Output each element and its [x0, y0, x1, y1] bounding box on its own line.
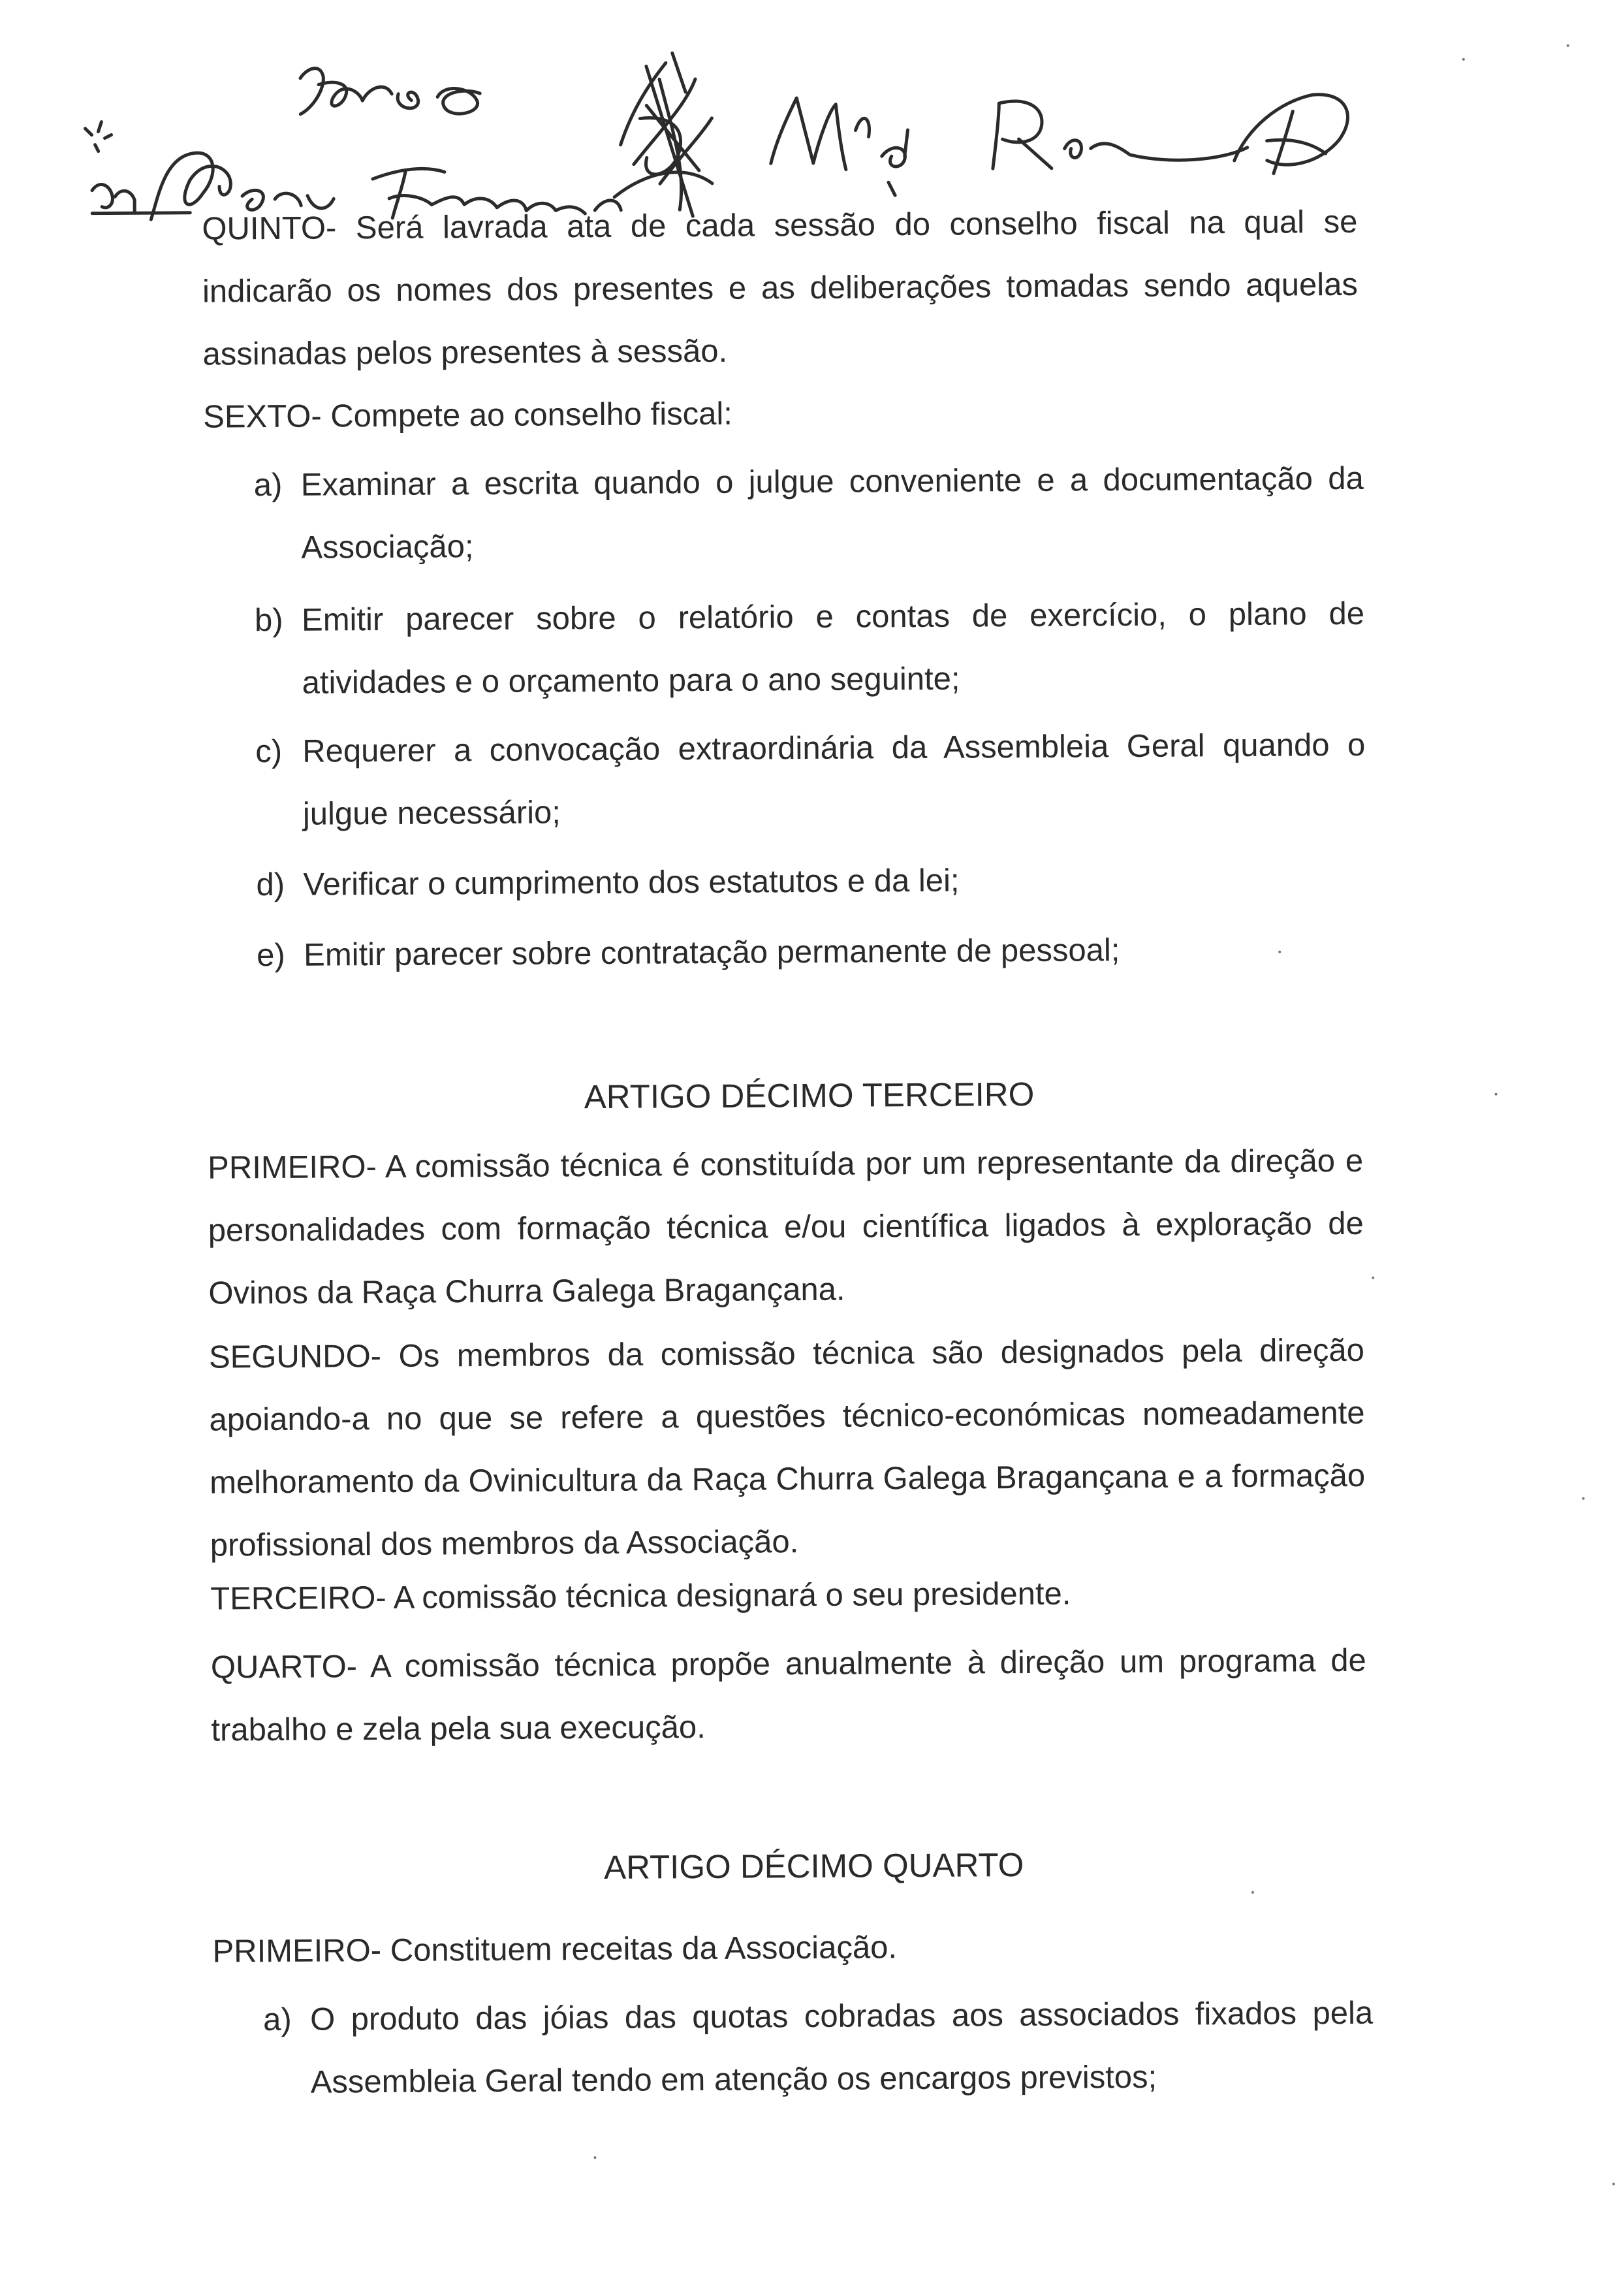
paragraph-quarto: QUARTO- A comissão técnica propõe anualmente à direção um programa de trabalho e zela pela sua execução. [210, 1642, 1366, 1748]
list-item-label: a) [262, 2001, 292, 2038]
list-item [254, 447, 1364, 579]
list-item-label: c) [255, 733, 283, 770]
paragraph-primeiro: PRIMEIRO- A comissão técnica é constituída por um representante da direção e personalidades com formação técnica e/ou científica ligados à exploração de Ovinos da Raça Churra Galega Bragançana. [208, 1143, 1364, 1311]
list-item-label: a) [253, 467, 283, 503]
list-item [255, 714, 1366, 846]
paragraph-sexto: SEXTO- Compete ao conselho fiscal: [203, 396, 733, 435]
list-item-text: Emitir parecer sobre o relatório e contas de exercício, o plano de atividades e o orçamento para o ano seguinte; [301, 596, 1365, 701]
list-item [263, 1982, 1374, 2114]
paragraph-segundo: SEGUNDO- Os membros da comissão técnica são designados pela direção apoiando-a no que se refere a questões técnico-económicas nomeadamente melhoramento da Ovinicultura da Raça Churra Galega Bragançana e a formação profissional dos membros da Associação. [208, 1332, 1366, 1563]
list-item-label: e) [257, 937, 285, 974]
list-item-label: d) [256, 867, 285, 903]
heading-artigo-decimo-quarto: ARTIGO DÉCIMO QUARTO [603, 1846, 1024, 1886]
list-item [256, 847, 1366, 916]
paragraph-primeiro-receitas: PRIMEIRO- Constituem receitas da Associação. [212, 1930, 898, 1969]
list-item [257, 917, 1367, 987]
paragraph-quinto: QUINTO- Será lavrada ata de cada sessão do conselho fiscal na qual se indicarão os nomes dos presentes e as deliberações tomadas sendo aquelas assinadas pelos presentes à sessão. [202, 204, 1359, 372]
list-item-text: O produto das jóias das quotas cobradas aos associados fixados pela Assembleia Geral tendo em atenção os encargos previstos; [309, 1995, 1374, 2100]
list-item-text: Requerer a convocação extraordinária da Assembleia Geral quando o julgue necessário; [302, 727, 1366, 832]
list-item-text: Verificar o cumprimento dos estatutos e da lei; [303, 863, 960, 902]
paragraph-terceiro: TERCEIRO- A comissão técnica designará o seu presidente. [210, 1576, 1071, 1617]
list-item [255, 582, 1365, 714]
list-item-label: b) [254, 602, 283, 639]
list-item-text: Examinar a escrita quando o julgue conveniente e a documentação da Associação; [300, 460, 1364, 566]
list-item-text: Emitir parecer sobre contratação permanente de pessoal; [304, 933, 1120, 973]
heading-artigo-decimo-terceiro: ARTIGO DÉCIMO TERCEIRO [584, 1075, 1035, 1116]
